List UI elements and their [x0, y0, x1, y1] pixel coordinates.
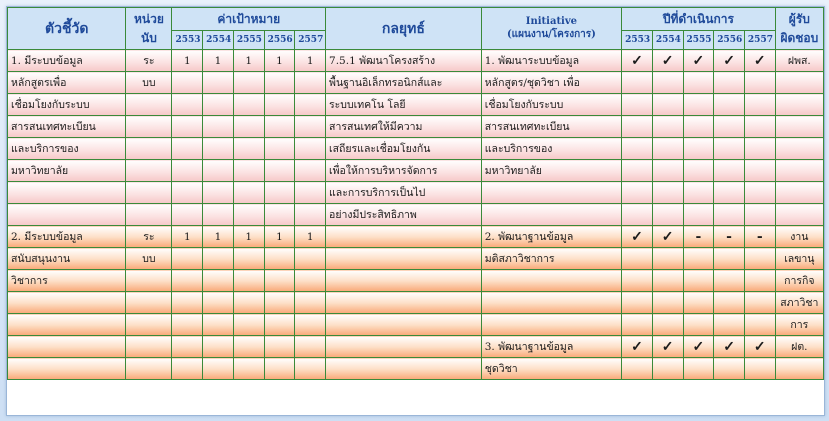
responsible-cell: [775, 358, 823, 380]
target-value-cell: [264, 248, 295, 270]
target-value-cell: [264, 72, 295, 94]
indicator-header: ตัวชี้วัด: [8, 8, 126, 50]
initiative-header-line1: Initiative: [525, 15, 578, 27]
operating-year-cell: ✓: [744, 336, 775, 358]
operating-year-cell: [652, 314, 683, 336]
target-value-cell: 1: [295, 50, 326, 72]
operating-year-cell: [622, 116, 653, 138]
target-value-cell: [295, 138, 326, 160]
operating-year-cell: ✓: [652, 226, 683, 248]
target-value-cell: 1: [264, 226, 295, 248]
operating-year-cell: [622, 138, 653, 160]
table-row: [8, 116, 824, 138]
target-value-cell: [264, 314, 295, 336]
target-value-cell: [233, 72, 264, 94]
target-value-cell: [264, 116, 295, 138]
responsible-header: [775, 8, 823, 50]
target-value-cell: [233, 292, 264, 314]
indicator-cell: [8, 336, 126, 358]
operating-year-cell: [652, 292, 683, 314]
indicator-cell: วิชาการ: [8, 270, 126, 292]
strategy-cell: [326, 270, 482, 292]
target-value-cell: [233, 138, 264, 160]
target-value-cell: [295, 336, 326, 358]
table-row: [8, 226, 824, 248]
unit-cell: ระ: [126, 50, 172, 72]
operating-year-cell: ✓: [652, 50, 683, 72]
operating-year-cell: [622, 314, 653, 336]
target-value-cell: [295, 292, 326, 314]
target-year-header: 2556: [264, 31, 295, 50]
target-value-cell: [264, 138, 295, 160]
operating-year-cell: ✓: [622, 336, 653, 358]
responsible-cell: [775, 182, 823, 204]
unit-header-line1: หน่วย: [134, 11, 164, 26]
operating-year-cell: ✓: [714, 50, 745, 72]
operating-year-header: 2554: [652, 31, 683, 50]
responsible-cell: [775, 138, 823, 160]
target-value-cell: [233, 248, 264, 270]
operating-year-cell: [622, 292, 653, 314]
table-row: [8, 204, 824, 226]
operating-year-cell: [622, 72, 653, 94]
strategy-cell: [326, 248, 482, 270]
target-value-cell: [233, 116, 264, 138]
target-values-header: ค่าเป้าหมาย: [172, 8, 326, 31]
strategy-cell: 7.5.1 พัฒนาโครงสร้าง: [326, 50, 482, 72]
unit-cell: [126, 116, 172, 138]
operating-year-header: 2557: [744, 31, 775, 50]
target-value-cell: [203, 72, 234, 94]
operating-year-cell: [652, 116, 683, 138]
table-row: [8, 94, 824, 116]
operating-year-cell: [714, 116, 745, 138]
target-value-cell: 1: [233, 50, 264, 72]
strategy-cell: และการบริการเป็นไป: [326, 182, 482, 204]
initiative-cell: [481, 292, 621, 314]
operating-year-cell: ✓: [744, 50, 775, 72]
operating-year-header: 2556: [714, 31, 745, 50]
operating-year-cell: [652, 270, 683, 292]
indicator-cell: [8, 182, 126, 204]
operating-year-cell: -: [683, 226, 714, 248]
target-value-cell: [203, 358, 234, 380]
target-value-cell: [172, 94, 203, 116]
operating-year-cell: ✓: [683, 50, 714, 72]
strategy-cell: อย่างมีประสิทธิภาพ: [326, 204, 482, 226]
operating-year-cell: [714, 182, 745, 204]
strategy-cell: สารสนเทศให้มีความ: [326, 116, 482, 138]
initiative-cell: เชื่อมโยงกับระบบ: [481, 94, 621, 116]
operating-year-cell: [683, 94, 714, 116]
initiative-cell: มหาวิทยาลัย: [481, 160, 621, 182]
operating-year-cell: [744, 182, 775, 204]
target-value-cell: 1: [295, 226, 326, 248]
target-value-cell: [295, 116, 326, 138]
table-row: [8, 270, 824, 292]
target-value-cell: [295, 248, 326, 270]
initiative-cell: [481, 314, 621, 336]
table-row: [8, 182, 824, 204]
strategy-cell: [326, 226, 482, 248]
operating-year-cell: [683, 248, 714, 270]
strategy-cell: เพื่อให้การบริหารจัดการ: [326, 160, 482, 182]
target-value-cell: [233, 94, 264, 116]
responsible-cell: เลขานุ: [775, 248, 823, 270]
strategy-header: กลยุทธ์: [326, 8, 482, 50]
target-year-header: 2554: [203, 31, 234, 50]
target-value-cell: [203, 248, 234, 270]
operating-year-cell: [744, 72, 775, 94]
indicator-cell: หลักสูตรเพื่อ: [8, 72, 126, 94]
operating-year-cell: [652, 160, 683, 182]
unit-cell: [126, 314, 172, 336]
table-row: [8, 248, 824, 270]
strategy-cell: [326, 314, 482, 336]
operating-year-cell: [683, 182, 714, 204]
strategy-cell: พื้นฐานอิเล็กทรอนิกส์และ: [326, 72, 482, 94]
target-value-cell: [264, 204, 295, 226]
operating-year-cell: [744, 138, 775, 160]
operating-year-cell: [744, 270, 775, 292]
operating-year-cell: [622, 182, 653, 204]
target-year-header: 2557: [295, 31, 326, 50]
target-value-cell: 1: [203, 50, 234, 72]
target-value-cell: 1: [172, 226, 203, 248]
target-value-cell: [172, 358, 203, 380]
responsible-cell: [775, 94, 823, 116]
target-value-cell: [295, 160, 326, 182]
operating-year-cell: [622, 160, 653, 182]
operating-year-cell: ✓: [622, 226, 653, 248]
responsible-cell: [775, 160, 823, 182]
operating-year-cell: [683, 160, 714, 182]
target-value-cell: [203, 204, 234, 226]
initiative-header-line2: (แผนงาน/โครงการ): [506, 28, 596, 40]
target-value-cell: [233, 160, 264, 182]
operating-year-cell: [714, 94, 745, 116]
target-value-cell: [172, 270, 203, 292]
responsible-cell: [775, 72, 823, 94]
operating-year-cell: [652, 182, 683, 204]
target-value-cell: 1: [172, 50, 203, 72]
operating-year-cell: [714, 270, 745, 292]
strategy-cell: [326, 336, 482, 358]
target-value-cell: [264, 182, 295, 204]
target-value-cell: [203, 138, 234, 160]
table-row: [8, 292, 824, 314]
target-value-cell: [172, 248, 203, 270]
operating-year-cell: [622, 358, 653, 380]
operating-year-cell: [714, 204, 745, 226]
unit-cell: [126, 292, 172, 314]
target-value-cell: [172, 116, 203, 138]
operating-year-cell: [652, 72, 683, 94]
operating-year-cell: [714, 138, 745, 160]
operating-year-cell: [714, 72, 745, 94]
target-value-cell: [203, 336, 234, 358]
initiative-cell: [481, 182, 621, 204]
initiative-header: [481, 8, 621, 50]
operating-year-cell: [744, 94, 775, 116]
target-value-cell: [264, 94, 295, 116]
target-value-cell: [172, 182, 203, 204]
unit-cell: บบ: [126, 72, 172, 94]
operating-year-header: 2555: [683, 31, 714, 50]
operating-year-cell: [683, 314, 714, 336]
unit-cell: [126, 358, 172, 380]
table-row: [8, 358, 824, 380]
operating-year-cell: ✓: [683, 336, 714, 358]
operating-year-cell: [683, 292, 714, 314]
indicator-cell: [8, 314, 126, 336]
initiative-cell: มติสภาวิชาการ: [481, 248, 621, 270]
table-row: [8, 160, 824, 182]
target-value-cell: [233, 314, 264, 336]
operating-year-cell: [714, 314, 745, 336]
target-value-cell: [203, 270, 234, 292]
operating-year-cell: [683, 204, 714, 226]
operating-year-cell: [714, 358, 745, 380]
target-value-cell: [295, 182, 326, 204]
indicator-cell: สนับสนุนงาน: [8, 248, 126, 270]
responsible-cell: สภาวิชา: [775, 292, 823, 314]
operating-year-cell: [622, 248, 653, 270]
initiative-cell: และบริการของ: [481, 138, 621, 160]
operating-year-header: 2553: [622, 31, 653, 50]
initiative-cell: [481, 204, 621, 226]
operating-year-cell: [622, 94, 653, 116]
operating-year-cell: [744, 314, 775, 336]
responsible-cell: [775, 116, 823, 138]
target-value-cell: [295, 94, 326, 116]
operating-year-cell: [714, 292, 745, 314]
target-value-cell: [233, 270, 264, 292]
target-value-cell: [233, 358, 264, 380]
unit-cell: ระ: [126, 226, 172, 248]
responsible-header-line1: ผู้รับ: [788, 11, 810, 26]
operating-year-cell: [744, 204, 775, 226]
target-value-cell: [295, 72, 326, 94]
target-year-header: 2553: [172, 31, 203, 50]
unit-cell: [126, 270, 172, 292]
operating-year-cell: ✓: [652, 336, 683, 358]
target-value-cell: [172, 138, 203, 160]
target-value-cell: [264, 292, 295, 314]
target-value-cell: [264, 358, 295, 380]
target-value-cell: 1: [233, 226, 264, 248]
operating-year-cell: -: [744, 226, 775, 248]
target-value-cell: [172, 292, 203, 314]
responsible-header-line2: ผิดชอบ: [780, 30, 819, 45]
strategy-cell: ระบบเทคโน โลยี: [326, 94, 482, 116]
target-value-cell: [264, 336, 295, 358]
operating-year-cell: [683, 358, 714, 380]
unit-cell: [126, 138, 172, 160]
target-value-cell: 1: [264, 50, 295, 72]
strategy-cell: เสถียรและเชื่อมโยงกัน: [326, 138, 482, 160]
operating-year-cell: [744, 248, 775, 270]
indicator-cell: สารสนเทศทะเบียน: [8, 116, 126, 138]
operating-years-header: ปีที่ดำเนินการ: [622, 8, 776, 31]
operating-year-cell: [683, 72, 714, 94]
table-row: [8, 72, 824, 94]
target-value-cell: [172, 160, 203, 182]
target-value-cell: [172, 204, 203, 226]
operating-year-cell: [744, 160, 775, 182]
target-value-cell: [203, 160, 234, 182]
responsible-cell: ฝต.: [775, 336, 823, 358]
table-row: [8, 314, 824, 336]
initiative-cell: 1. พัฒนาระบบข้อมูล: [481, 50, 621, 72]
target-value-cell: [264, 270, 295, 292]
strategy-cell: [326, 358, 482, 380]
operating-year-cell: [652, 248, 683, 270]
table-row: [8, 50, 824, 72]
operating-year-cell: [714, 248, 745, 270]
target-value-cell: [203, 292, 234, 314]
target-value-cell: [233, 204, 264, 226]
indicator-cell: มหาวิทยาลัย: [8, 160, 126, 182]
target-value-cell: [203, 116, 234, 138]
indicator-cell: เชื่อมโยงกับระบบ: [8, 94, 126, 116]
indicator-cell: [8, 358, 126, 380]
strategy-table: [7, 7, 824, 380]
table-row: [8, 336, 824, 358]
operating-year-cell: [744, 358, 775, 380]
target-value-cell: [203, 314, 234, 336]
initiative-cell: 3. พัฒนาฐานข้อมูล: [481, 336, 621, 358]
target-value-cell: [295, 270, 326, 292]
operating-year-cell: [744, 292, 775, 314]
operating-year-cell: [652, 204, 683, 226]
unit-cell: บบ: [126, 248, 172, 270]
target-value-cell: [295, 204, 326, 226]
initiative-cell: [481, 270, 621, 292]
target-value-cell: [172, 314, 203, 336]
table-body: [8, 50, 824, 380]
responsible-cell: [775, 204, 823, 226]
initiative-cell: หลักสูตร/ชุดวิชา เพื่อ: [481, 72, 621, 94]
operating-year-cell: [622, 204, 653, 226]
initiative-cell: สารสนเทศทะเบียน: [481, 116, 621, 138]
strategy-cell: [326, 292, 482, 314]
operating-year-cell: [652, 138, 683, 160]
operating-year-cell: -: [714, 226, 745, 248]
indicator-cell: 2. มีระบบข้อมูล: [8, 226, 126, 248]
target-value-cell: [203, 94, 234, 116]
target-value-cell: [295, 358, 326, 380]
operating-year-cell: [714, 160, 745, 182]
target-value-cell: [233, 336, 264, 358]
unit-header: [126, 8, 172, 50]
target-value-cell: [295, 314, 326, 336]
operating-year-cell: ✓: [622, 50, 653, 72]
unit-cell: [126, 182, 172, 204]
indicator-cell: [8, 292, 126, 314]
unit-cell: [126, 160, 172, 182]
operating-year-cell: [744, 116, 775, 138]
operating-year-cell: [683, 138, 714, 160]
operating-year-cell: [652, 94, 683, 116]
target-value-cell: [233, 182, 264, 204]
unit-cell: [126, 204, 172, 226]
initiative-cell: ชุดวิชา: [481, 358, 621, 380]
target-value-cell: [172, 72, 203, 94]
target-value-cell: [172, 336, 203, 358]
unit-cell: [126, 336, 172, 358]
unit-header-line2: นับ: [141, 30, 157, 45]
indicator-cell: [8, 204, 126, 226]
indicator-cell: 1. มีระบบข้อมูล: [8, 50, 126, 72]
operating-year-cell: [622, 270, 653, 292]
table-row: [8, 138, 824, 160]
target-value-cell: [203, 182, 234, 204]
indicator-cell: และบริการของ: [8, 138, 126, 160]
operating-year-cell: [683, 116, 714, 138]
operating-year-cell: ✓: [714, 336, 745, 358]
initiative-cell: 2. พัฒนาฐานข้อมูล: [481, 226, 621, 248]
responsible-cell: การกิจ: [775, 270, 823, 292]
target-value-cell: 1: [203, 226, 234, 248]
unit-cell: [126, 94, 172, 116]
target-value-cell: [264, 160, 295, 182]
operating-year-cell: [652, 358, 683, 380]
target-year-header: 2555: [233, 31, 264, 50]
responsible-cell: ฝพส.: [775, 50, 823, 72]
responsible-cell: การ: [775, 314, 823, 336]
operating-year-cell: [683, 270, 714, 292]
responsible-cell: งาน: [775, 226, 823, 248]
document-frame: [6, 6, 825, 416]
